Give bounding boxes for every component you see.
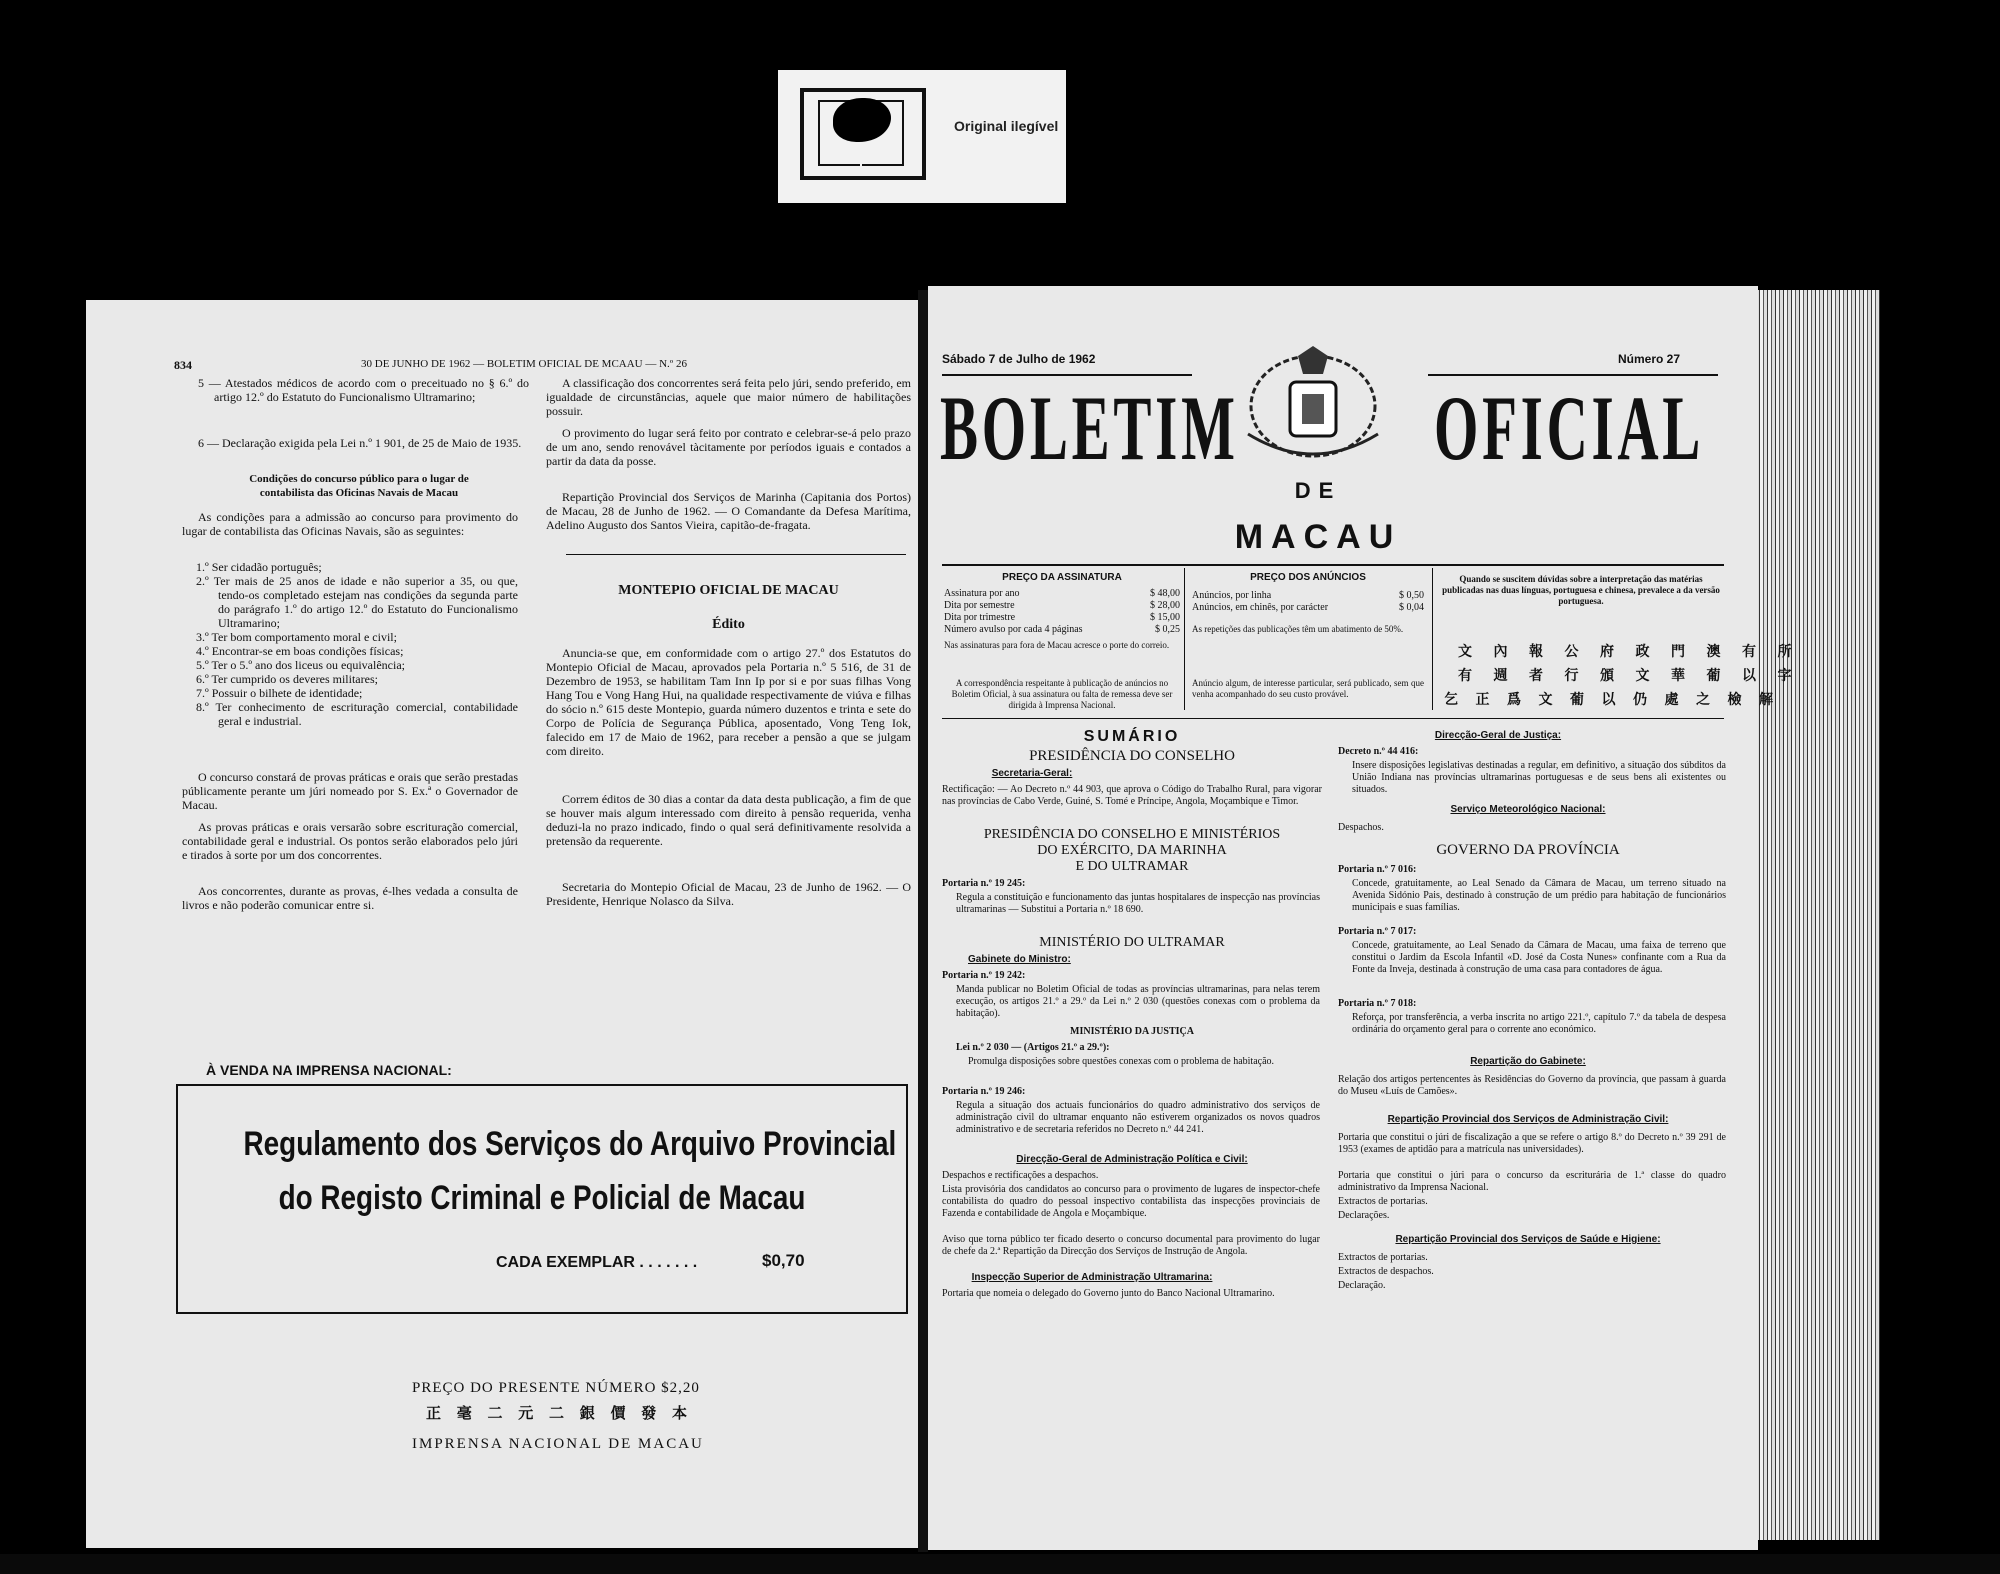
meteo-item: Despachos. [1338,822,1384,833]
col2-para-1: A classificação dos concorrentes será feita pelo júri, sendo preferido, em igualdade de circunstâncias, aquele que maior número de habilitações possuir. [546,376,911,418]
portaria-7018-label: Portaria n.º 7 018: [1338,998,1417,1009]
gabinete-rep-heading: Repartição do Gabinete: [1470,1056,1586,1067]
conditions-list [196,560,518,728]
col2-para-6: Secretaria do Montepio Oficial de Macau, 23 de Junho de 1962. — O Presidente, Henrique Nolasco da Silva. [546,880,911,908]
header-rule-left [942,374,1192,376]
subscription-rows [944,588,1180,636]
condition-item: 6.º Ter cumprido os deveres militares; [196,672,378,686]
montepio-heading: MONTEPIO OFICIAL DE MACAU [618,583,839,598]
portaria-7016-text: Concede, gratuitamente, ao Leal Senado da Câmara de Macau, um terreno situado na Avenida Sidónio Pais, destinado à construção de um prédio para habitação de funcionários municipais e suas famílias. [1352,878,1726,913]
para-2: As provas práticas e orais versarão sobre escrituração comercial, contabilidade geral e industrial. Os pontos serão elaborados pelo júri e tirados à sorte por um dos concorrentes. [182,820,518,862]
ads-private-note: Anúncio algum, de interesse particular, será publicado, sem que venha acompanhado do seu custo provável. [1192,678,1424,699]
condition-item: 4.º Encontrar-se em boas condições físicas; [196,644,404,658]
dgapc-item: Aviso que torna público ter ficado deserto o concurso documental para provimento do lugar de chefe da 2.ª Repartição da Direcção dos Serviços de Instrução de Angola. [942,1234,1320,1257]
condition-item: 8.º Ter conhecimento de escrituração comercial, contabilidade geral e industrial. [196,700,518,728]
dgapc-item: Lista provisória dos candidatos ao concurso para o provimento de lugares de inspector-chefe contabilista do quadro do pessoal inspectivo contabilista das inspecções provinciais de Fazenda e contabilidade de Angola e Moçambique. [942,1184,1320,1219]
presidencia-ministerios-heading-3: E DO ULTRAMAR [1075,859,1189,874]
ultramar-heading: MINISTÉRIO DO ULTRAMAR [1039,935,1225,950]
sale-title-line-2: do Registo Criminal e Policial de Macau [278,1179,806,1217]
edito-heading: Édito [712,617,745,632]
presidencia-ministerios-heading-1: PRESIDÊNCIA DO CONSELHO E MINISTÉRIOS [983,827,1281,842]
subscription-row: Assinatura por ano $ 48,00 [944,588,1180,599]
ads-row: Anúncios, em chinês, por carácter $ 0,04 [1192,602,1424,613]
illegible-notice-card [778,70,1066,203]
bottom-strip [0,1554,2000,1574]
book-gutter [918,290,928,1552]
para-3: Aos concorrentes, durante as provas, é-lhes vedada a consulta de livros e não poderão comunicar entre si. [182,884,518,912]
dgj-heading: Direcção-Geral de Justiça: [1434,730,1562,741]
info-bottom-rule [942,718,1724,719]
meteo-heading: Serviço Meteorológico Nacional: [1450,804,1606,815]
sale-price: $0,70 [762,1251,805,1270]
masthead-oficial: OFICIAL [1434,377,1705,479]
item-6: 6 — Declaração exigida pela Lei n.º 1 901, de 25 de Maio de 1935. [198,436,522,450]
para-1: O concurso constará de provas práticas e orais que serão prestadas públicamente perante um júri nomeado por S. Ex.ª o Governador de Macau. [182,770,518,812]
press-name: IMPRENSA NACIONAL DE MACAU [412,1436,704,1452]
condition-item: 3.º Ter bom comportamento moral e civil; [196,630,397,644]
civil-item: Portaria que constitui o júri de fiscalização a que se refere o artigo 8.º do Decreto n.º 39 291 de 1953 (exames de aptidão para a matrícula nas universidades). [1338,1132,1726,1155]
governo-heading: GOVERNO DA PROVÍNCIA [1436,842,1620,858]
conditions-intro: As condições para a admissão ao concurso para provimento do lugar de contabilista das Oficinas Navais, são as seguintes: [182,510,518,538]
justica-heading: MINISTÉRIO DA JUSTIÇA [1070,1026,1194,1037]
conditions-heading: Condições do concurso público para o lugar de contabilista das Oficinas Navais de Macau [249,473,469,499]
info-divider [1432,568,1433,710]
issue-price: PREÇO DO PRESENTE NÚMERO $2,20 [412,1380,700,1396]
info-divider [1184,568,1185,710]
subscription-row: Dita por semestre $ 28,00 [944,600,1180,611]
subscription-note: Nas assinaturas para fora de Macau acresce o porte do correio. [944,640,1170,650]
rectificacao-entry: Rectificação: — Ao Decreto n.º 44 903, que aprova o Código do Trabalho Rural, para vigorar nas províncias de Cabo Verde, Guiné, S. Tomé e Príncipe, Angola, Moçambique e Timor. [942,784,1322,807]
ads-row: Anúncios, por linha $ 0,50 [1192,590,1424,601]
portaria-7018-text: Reforça, por transferência, a verba inscrita no artigo 221.º, capítulo 7.º da tabela de despesa ordinária do orçamento geral para o corrente ano económico. [1352,1012,1726,1035]
civil-item: Portaria que constitui o júri para o concurso da escriturária de 1.ª classe do quadro administrativo da Imprensa Nacional. [1338,1170,1726,1193]
coat-of-arms-icon [1228,344,1398,464]
page-edges [1752,290,1880,1540]
right-page [928,286,1801,1550]
sale-box [176,1084,908,1314]
masthead-boletim: BOLETIM [940,377,1239,479]
info-top-rule [942,564,1724,566]
portaria-19245-text: Regula a constituição e funcionamento das juntas hospitalares de inspecção nas províncias ultramarinas — Substitui a Portaria n.º 18 690. [956,892,1320,915]
gabinete-heading: Gabinete do Ministro: [968,954,1071,965]
portaria-19246-text: Regula a situação dos actuais funcionários do quadro administrativo dos serviços de administração civil do ultramar enquanto não estiverem organizados os novos quadros administrativo e de secretaria referidos no Decreto n.º 44 241. [956,1100,1320,1135]
illegible-label: Original ilegível [954,118,1059,134]
saude-item: Extractos de despachos. [1338,1266,1434,1277]
left-page [86,300,918,1548]
inspeccao-heading: Inspecção Superior de Administração Ultramarina: [971,1272,1213,1283]
civil-item: Declarações. [1338,1210,1390,1221]
gabinete-rep-item: Relação dos artigos pertencentes às Residências do Governo da província, que passam à guarda do Museu «Luís de Camões». [1338,1074,1726,1097]
lei-2030-text: Promulga disposições sobre questões conexas com o problema de habitação. [968,1056,1275,1067]
interpretation-note: Quando se suscitem dúvidas sobre a interpretação das matérias publicadas nas duas línguas, portuguesa e chinesa, prevalece a da versão portuguesa. [1442,574,1720,606]
portaria-19242-label: Portaria n.º 19 242: [942,970,1026,981]
inspeccao-item: Portaria que nomeia o delegado do Governo junto do Banco Nacional Ultramarino. [942,1288,1275,1299]
portaria-7016-label: Portaria n.º 7 016: [1338,864,1417,875]
running-head: 30 DE JUNHO DE 1962 — BOLETIM OFICIAL DE MCAAU — N.º 26 [361,358,687,370]
decreto-44416-text: Insere disposições legislativas destinadas a regular, em definitivo, a situação dos súbditos da União Indiana nas províncias ultramarinas portuguesas e de seus bens ali existentes ou situados. [1352,760,1726,795]
saude-heading: Repartição Provincial dos Serviços de Saúde e Higiene: [1395,1234,1661,1245]
presidencia-ministerios-heading-2: DO EXÉRCITO, DA MARINHA [1037,843,1227,858]
chinese-notice-line-2: 有 週 者 行 頒 文 華 葡 以 字 [1458,669,1801,684]
civil-heading: Repartição Provincial dos Serviços de Administração Civil: [1387,1114,1669,1125]
decreto-44416-label: Decreto n.º 44 416: [1338,746,1419,757]
portaria-19242-text: Manda publicar no Boletim Oficial de todas as províncias ultramarinas, para nelas terem execução, os artigos 21.º a 29.º da Lei n.º 2 030 (questões conexas com o problema da habitação). [956,984,1320,1019]
subscription-row: Número avulso por cada 4 páginas $ 0,25 [944,624,1180,635]
issue-number: Número 27 [1618,352,1681,366]
saude-item: Extractos de portarias. [1338,1252,1428,1263]
portaria-19246-label: Portaria n.º 19 246: [942,1086,1026,1097]
col2-para-2: O provimento do lugar será feito por contrato e celebrar-se-á pelo prazo de um ano, sendo renovável tàcitamente por períodos iguais e contados a partir da data da posse. [546,426,911,468]
lei-2030-label: Lei n.º 2 030 — (Artigos 21.º a 29.º): [956,1042,1110,1053]
subscription-correspondence-note: A correspondência respeitante à publicação de anúncios no Boletim Oficial, à sua assinatura ou falta de remessa deve ser dirigida à Imprensa Nacional. [951,678,1173,710]
presidencia-heading: PRESIDÊNCIA DO CONSELHO [1029,748,1235,764]
dgapc-heading: Direcção-Geral de Administração Política e Civil: [1016,1154,1248,1165]
chinese-price-line: 正 毫 二 元 二 銀 價 發 本 [426,1406,694,1422]
condition-item: 7.º Possuir o bilhete de identidade; [196,686,363,700]
issue-date: Sábado 7 de Julho de 1962 [942,352,1096,366]
subscription-row: Dita por trimestre $ 15,00 [944,612,1180,623]
masthead-macau: MACAU [1234,518,1402,556]
header-rule-right [1428,374,1718,376]
sale-label: À VENDA NA IMPRENSA NACIONAL: [206,1062,452,1078]
chinese-notice-line-3: 乞 正 爲 文 葡 以 仍 處 之 檢 解 [1444,693,1780,708]
col2-para-5: Correm éditos de 30 dias a contar da data desta publicação, a fim de que se houver mais algum interessado com direito à pensão requerida, venha deduzi-la no prazo indicado, findo o qual será definitivamente resolvida a pretensão da requerente. [546,792,911,848]
masthead-de: DE [1294,478,1342,503]
divider [566,554,906,555]
sale-title-line-1: Regulamento dos Serviços do Arquivo Provincial [243,1125,897,1163]
condition-item: 5.º Ter o 5.º ano dos liceus ou equivalência; [196,658,405,672]
ads-rows [1192,590,1424,614]
col2-para-3: Repartição Provincial dos Serviços de Marinha (Capitania dos Portos) de Macau, 28 de Junho de 1962. — O Comandante da Defesa Marítima, Adelino Augusto dos Santos Vieira, capitão-de-fragata. [546,490,911,532]
secretaria-heading: Secretaria-Geral: [991,768,1073,779]
condition-item: 1.º Ser cidadão português; [196,560,322,574]
sumario-heading: SUMÁRIO [1083,728,1181,745]
civil-item: Extractos de portarias. [1338,1196,1428,1207]
ads-discount-note: As repetições das publicações têm um abatimento de 50%. [1192,624,1404,634]
portaria-7017-text: Concede, gratuitamente, ao Leal Senado da Câmara de Macau, uma faixa de terreno que constitui o Jardim da Escola Infantil «D. José da Costa Nunes» confinante com a Rua da Fonte da Inveja, destinada à construção de uma casa para contadores de água. [1352,940,1726,975]
item-5: 5 — Atestados médicos de acordo com o preceituado no § 6.º do artigo 12.º do Estatuto do Funcionalismo Ultramarino; [198,376,529,404]
condition-item: 2.º Ter mais de 25 anos de idade e não superior a 35, ou que, tendo-os completado estejam nas condições da segunda parte do parágrafo 1.º do artigo 12.º do Estatuto do Funcionalismo Ultramarino; [196,574,518,630]
chinese-notice-line-1: 文 內 報 公 府 政 門 澳 有 所 [1458,645,1801,660]
dgapc-item: Despachos e rectificações a despachos. [942,1170,1099,1181]
saude-item: Declaração. [1338,1280,1386,1291]
portaria-7017-label: Portaria n.º 7 017: [1338,926,1417,937]
sale-price-label: CADA EXEMPLAR . . . . . . . [496,1254,698,1271]
page-number: 834 [174,358,192,372]
ads-heading: PREÇO DOS ANÚNCIOS [1250,572,1366,583]
portaria-19245-label: Portaria n.º 19 245: [942,878,1026,889]
subscription-heading: PREÇO DA ASSINATURA [1002,572,1122,583]
col2-para-4: Anuncia-se que, em conformidade com o artigo 27.º dos Estatutos do Montepio Oficial de Macau, aprovados pela Portaria n.º 5 516, de 31 de Dezembro de 1953, se habilitam Tam Inn Ip por si e por suas filhas Vong Hang Tou e Vong Hang Hui, na qualidade respectivamente de viúva e filhas do sócio n.º 615 deste Montepio, guarda número duzentos e trinta e sete do Corpo de Polícia de Segurança Pública, aposentado, Vong Teng Iok, falecido em 17 de Maio de 1962, para receber a pensão a que se julgam com direito. [546,646,911,758]
